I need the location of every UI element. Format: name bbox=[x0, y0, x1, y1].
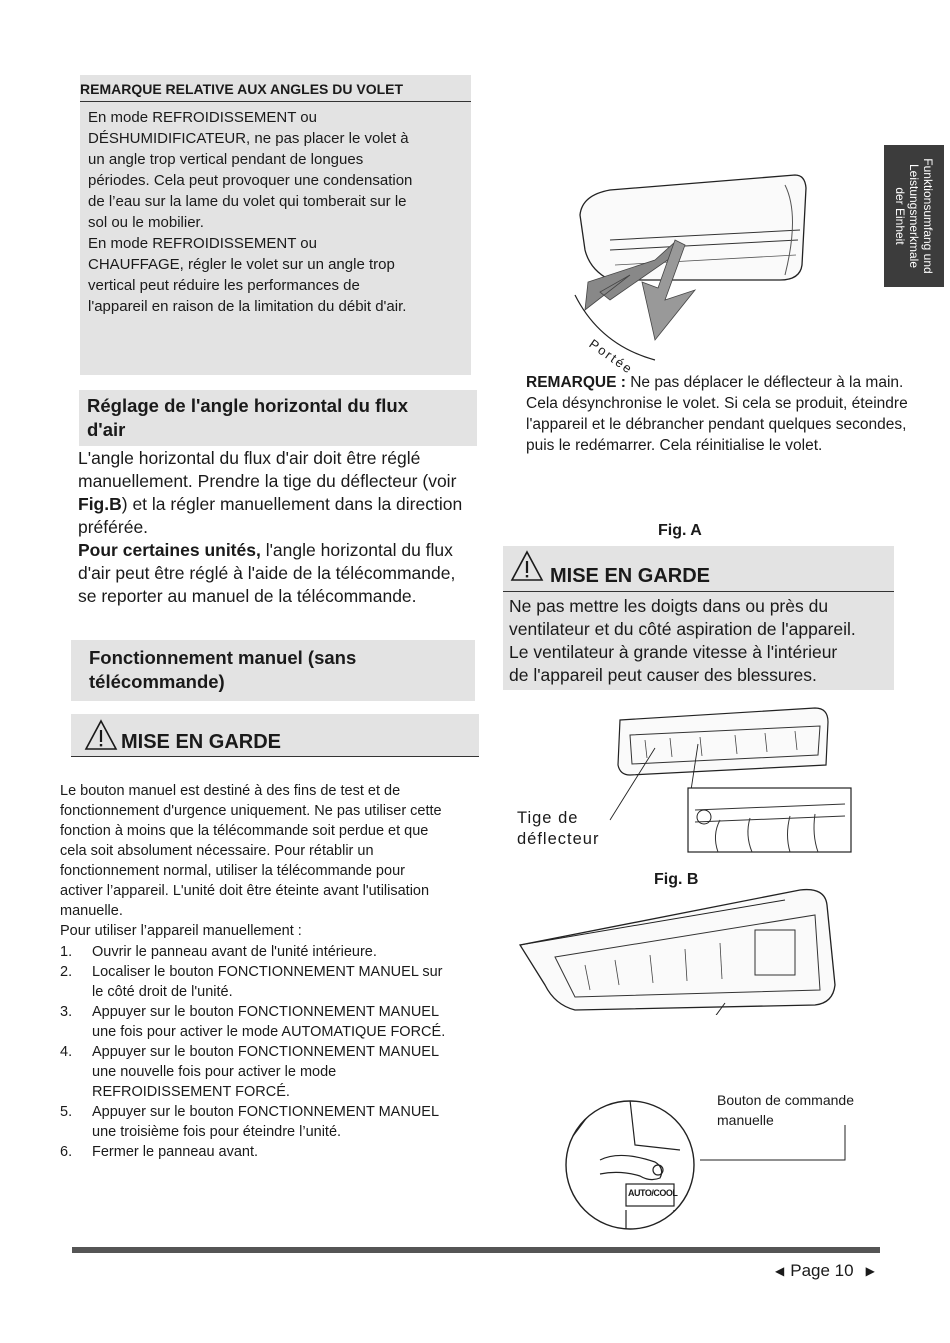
fig-a-note-label: REMARQUE : bbox=[526, 374, 626, 391]
fig-b-open-unit-illustration bbox=[515, 885, 855, 1015]
caution-right-body: Ne pas mettre les doigts dans ou près du ventilateur et du côté aspiration de l'appareil. Le ventilateur à grande vitesse à l'intérieur de l'appareil peut causer des blessures. bbox=[509, 596, 856, 685]
warning-triangle-icon bbox=[84, 719, 118, 751]
caution-right-title: MISE EN GARDE bbox=[550, 565, 711, 587]
manual-step-number: 1. bbox=[60, 944, 73, 960]
manual-step-text: Appuyer sur le bouton FONCTIONNEMENT MANUEL une troisième fois pour éteindre l’unité. bbox=[92, 1104, 440, 1140]
horizontal-angle-text bbox=[78, 447, 473, 608]
fig-b-unit-illustration bbox=[600, 700, 860, 860]
horizontal-angle-heading: Réglage de l'angle horizontal du flux d'air bbox=[79, 390, 477, 446]
page-nav bbox=[775, 1261, 875, 1281]
caution-left-intro: Le bouton manuel est destiné à des fins de test et de fonctionnement d'urgence uniquement. Ne pas utiliser cette fonction à moins que la télécommande soit perdue et que cela soit absolument nécessaire. Pour rétablir un fonctionnement normal, utiliser la télécommande pour activer l’appareil. L'unité doit être éteinte avant l'utilisation manuelle. Pour utiliser l’appareil manuellement : bbox=[60, 783, 442, 939]
some-units-label: Pour certaines unités, bbox=[78, 540, 261, 560]
manual-step-text: Ouvrir le panneau avant de l'unité intérieure. bbox=[92, 944, 377, 960]
horizontal-p1b: ) et la régler manuellement dans la direction préférée. bbox=[78, 494, 463, 537]
manual-step-number: 4. bbox=[60, 1044, 73, 1060]
manual-step-number: 3. bbox=[60, 1004, 73, 1020]
fig-a-note bbox=[526, 372, 910, 456]
caution-left-title: MISE EN GARDE bbox=[121, 731, 282, 753]
manual-step bbox=[60, 1102, 510, 1142]
horizontal-p2: l'angle horizontal du flux d'air peut être réglé à l'aide de la télécommande, se reporter au manuel de la télécommande. bbox=[78, 540, 456, 606]
manual-step bbox=[60, 1002, 510, 1042]
manual-step-text: Appuyer sur le bouton FONCTIONNEMENT MANUEL une fois pour activer le mode AUTOMATIQUE FORCÉ. bbox=[92, 1004, 446, 1040]
footer-rule bbox=[72, 1247, 880, 1253]
note-flap-body: En mode REFROIDISSEMENT ou DÉSHUMIDIFICATEUR, ne pas placer le volet à un angle trop vertical pendant de longues périodes. Cela peut provoquer une condensation de l’eau sur la lame du volet qui tomberait sur le sol ou le mobilier. En mode REFROIDISSEMENT ou CHAUFFAGE, régler le volet sur un angle trop vertical peut réduire les performances de l'appareil en raison de la limitation du débit d'air. bbox=[88, 109, 413, 315]
manual-button-label: Bouton de commande manuelle bbox=[717, 1092, 854, 1128]
manual-step-text: Appuyer sur le bouton FONCTIONNEMENT MANUEL une nouvelle fois pour activer le mode REFROIDISSEMENT FORCÉ. bbox=[92, 1044, 440, 1100]
manual-step bbox=[60, 942, 510, 962]
caution-left-header bbox=[71, 714, 479, 757]
auto-cool-switch-label: AUTO/COOL bbox=[628, 1188, 678, 1198]
manual-step bbox=[60, 1142, 510, 1162]
side-tab bbox=[884, 145, 944, 287]
manual-steps-list bbox=[60, 942, 510, 1162]
manual-step-number: 5. bbox=[60, 1104, 73, 1120]
range-label: Portée bbox=[586, 336, 637, 378]
next-page-icon[interactable]: ▶ bbox=[865, 1264, 875, 1278]
manual-step-number: 6. bbox=[60, 1144, 73, 1160]
button-callout-line bbox=[700, 1125, 860, 1165]
manual-step-text: Fermer le panneau avant. bbox=[92, 1144, 259, 1160]
page-number: Page 10 bbox=[790, 1261, 854, 1280]
fig-a-caption: Fig. A bbox=[658, 522, 702, 539]
manual-step bbox=[60, 962, 510, 1002]
manual-button-zoom-illustration bbox=[560, 1090, 700, 1240]
warning-triangle-icon bbox=[510, 550, 544, 582]
prev-page-icon[interactable]: ◀ bbox=[775, 1264, 785, 1278]
manual-step-number: 2. bbox=[60, 964, 73, 980]
manual-operation-heading: Fonctionnement manuel (sans télécommande) bbox=[71, 640, 475, 701]
fig-b-caption: Fig. B bbox=[654, 871, 699, 888]
fig-b-ref: Fig.B bbox=[78, 494, 122, 514]
horizontal-p1a: L'angle horizontal du flux d'air doit être réglé manuellement. Prendre la tige du déflecteur (voir bbox=[78, 448, 457, 491]
deflector-rod-label: Tige de déflecteur bbox=[517, 809, 600, 848]
side-tab-text: Funktionsumfang und Leistungsmerkmale der Einheit bbox=[893, 158, 935, 274]
caution-right-box bbox=[503, 546, 894, 690]
manual-step-text: Localiser le bouton FONCTIONNEMENT MANUEL sur le côté droit de l'unité. bbox=[92, 964, 443, 1000]
manual-step bbox=[60, 1042, 510, 1102]
note-flap-title: REMARQUE RELATIVE AUX ANGLES DU VOLET bbox=[80, 81, 471, 102]
note-flap-box bbox=[80, 75, 471, 375]
fig-a-note-text: Ne pas déplacer le déflecteur à la main. Cela désynchronise le volet. Si cela se produit, éteindre l'appareil et le débrancher pendant quelques secondes, puis le redémarrer. Cela réinitialise le volet. bbox=[526, 374, 908, 454]
fig-a-illustration bbox=[570, 170, 810, 370]
